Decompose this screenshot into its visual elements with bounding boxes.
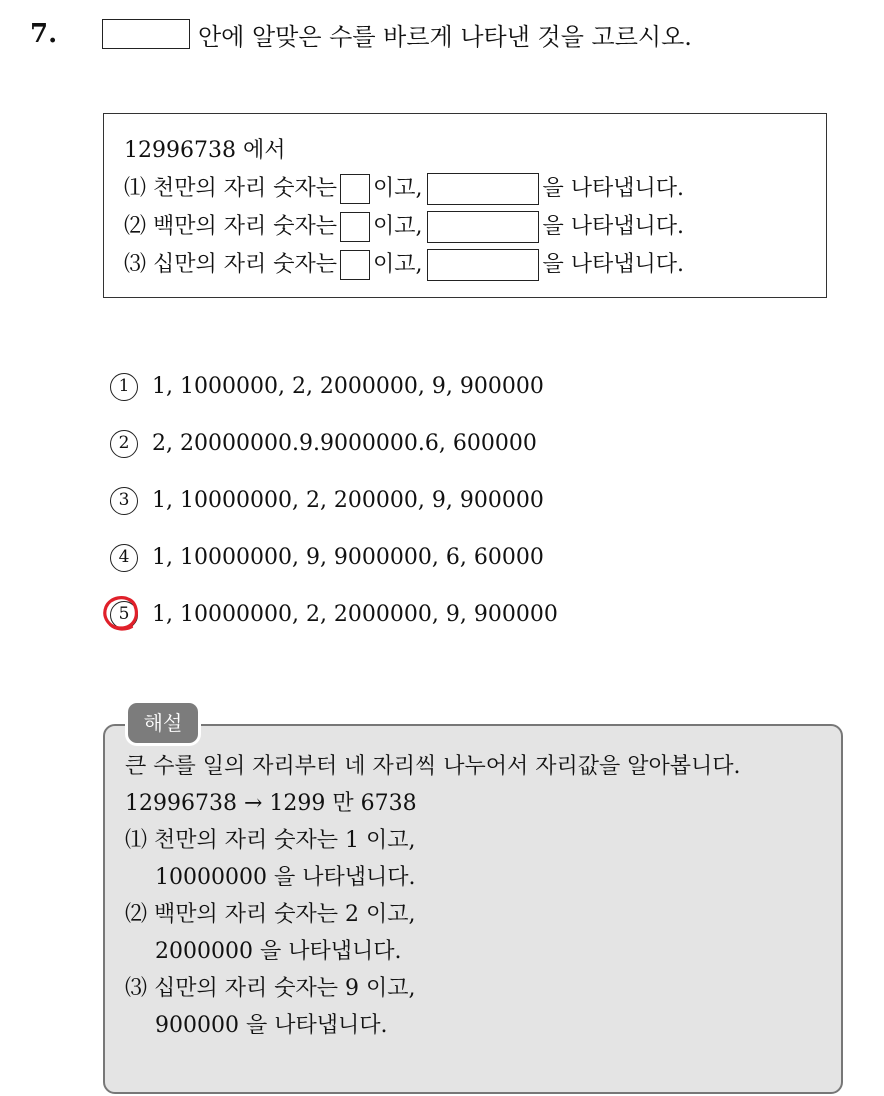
choice-text: 1, 10000000, 9, 9000000, 6, 60000 <box>152 545 544 570</box>
choice-2[interactable] <box>108 415 558 472</box>
digit-blank-box <box>340 212 370 242</box>
digit-blank-box <box>340 174 370 204</box>
value-blank-box <box>427 211 539 243</box>
choice-text: 1, 10000000, 2, 2000000, 9, 900000 <box>152 602 558 627</box>
question-number: 7. <box>30 19 58 49</box>
value-blank-box <box>427 173 539 205</box>
choice-text: 2, 20000000.9.9000000.6, 600000 <box>152 431 537 456</box>
problem-item-mid: 이고, <box>373 252 423 277</box>
choice-number-circle: 1 <box>110 373 138 401</box>
problem-box <box>103 113 827 298</box>
digit-blank-box <box>340 250 370 280</box>
choice-1[interactable] <box>108 358 558 415</box>
choice-number-circle: 3 <box>110 487 138 515</box>
answer-choices <box>108 358 558 643</box>
problem-item-prefix: ⑵ 백만의 자리 숫자는 <box>124 214 337 239</box>
problem-item-suffix: 을 나타냅니다. <box>542 176 684 201</box>
choice-5[interactable] <box>108 586 558 643</box>
choice-text: 1, 1000000, 2, 2000000, 9, 900000 <box>152 374 544 399</box>
explanation-line: ⑶ 십만의 자리 숫자는 9 이고, <box>125 976 416 1001</box>
value-blank-box <box>427 249 539 281</box>
problem-item-1 <box>124 170 826 208</box>
explanation-box <box>103 724 843 1094</box>
explanation-line: 10000000 을 나타냅니다. <box>155 865 416 890</box>
problem-item-suffix: 을 나타냅니다. <box>542 252 684 277</box>
answer-blank-box <box>102 19 190 49</box>
choice-3[interactable] <box>108 472 558 529</box>
problem-item-prefix: ⑶ 십만의 자리 숫자는 <box>124 252 337 277</box>
choice-text: 1, 10000000, 2, 200000, 9, 900000 <box>152 488 544 513</box>
problem-item-mid: 이고, <box>373 176 423 201</box>
explanation-line: ⑴ 천만의 자리 숫자는 1 이고, <box>125 828 416 853</box>
choice-number-circle: 2 <box>110 430 138 458</box>
problem-intro: 12996738 에서 <box>124 138 286 163</box>
problem-item-prefix: ⑴ 천만의 자리 숫자는 <box>124 176 337 201</box>
choice-4[interactable] <box>108 529 558 586</box>
explanation-line: ⑵ 백만의 자리 숫자는 2 이고, <box>125 902 416 927</box>
problem-item-mid: 이고, <box>373 214 423 239</box>
problem-item-2 <box>124 208 826 246</box>
problem-item-3 <box>124 246 826 284</box>
explanation-line: 900000 을 나타냅니다. <box>155 1013 388 1038</box>
problem-item-suffix: 을 나타냅니다. <box>542 214 684 239</box>
explanation-tab-label: 해설 <box>128 703 198 743</box>
choice-number-circle: 4 <box>110 544 138 572</box>
question-header <box>30 14 692 54</box>
explanation-line: 12996738 → 1299 만 6738 <box>125 791 417 816</box>
explanation-line: 큰 수를 일의 자리부터 네 자리씩 나누어서 자리값을 알아봅니다. <box>125 754 741 779</box>
question-text: 안에 알맞은 수를 바르게 나타낸 것을 고르시오. <box>198 22 692 51</box>
choice-number-circle: 5 <box>110 601 138 629</box>
explanation-line: 2000000 을 나타냅니다. <box>155 939 402 964</box>
